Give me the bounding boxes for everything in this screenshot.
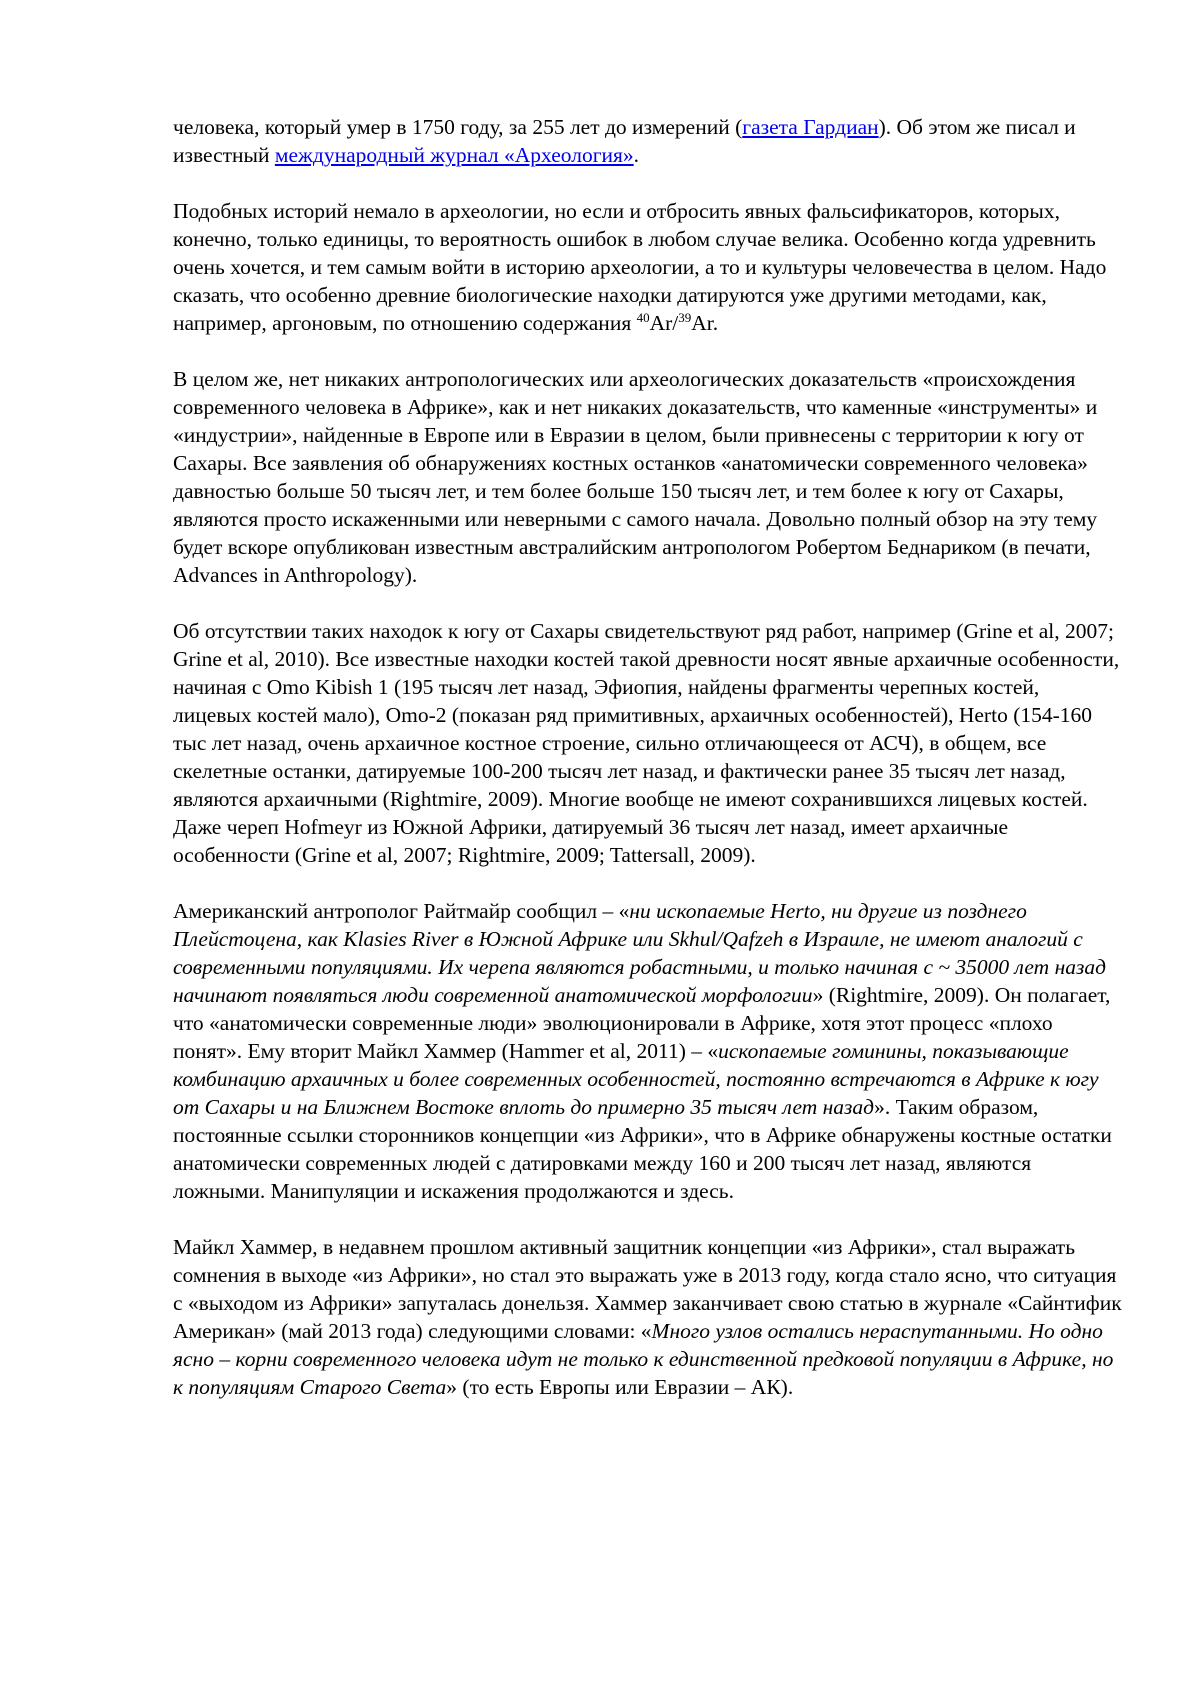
paragraph-1-text-b: ). Об этом же писал и известный <box>173 115 1076 167</box>
document-page <box>173 113 1123 1429</box>
paragraph-5-text-c: ». Таким образом, постоянные ссылки сторонников концепции «из Африки», что в Африке обнаружены костные остатки анатомически современных людей с датировками между 160 и 200 тысяч лет назад, являются ложными. Манипуляции и искажения продолжаются и здесь. <box>173 1095 1112 1203</box>
paragraph-2-text-c: Ar. <box>691 311 719 335</box>
paragraph-1-text-a: человека, который умер в 1750 году, за 255 лет до измерений ( <box>173 115 743 139</box>
archaeology-journal-link[interactable]: международный журнал «Археология» <box>274 143 634 167</box>
paragraph-2-text-a: Подобных историй немало в археологии, но если и отбросить явных фальсификаторов, которых, конечно, только единицы, то вероятность ошибок в любом случае велика. Особенно когда удревнить очень хочется, и тем самым войти в историю археологии, а то и культуры человечества в целом. Надо сказать, что особенно древние биологические находки датируются уже другими методами, как, например, аргоновым, по отношению содержания <box>173 199 1107 335</box>
paragraph-6-text-b: » (то есть Европы или Евразии – АК). <box>446 1375 794 1399</box>
paragraph-4: Об отсутствии таких находок к югу от Сахары свидетельствуют ряд работ, например (Grine et al, 2007; Grine et al, 2010). Все известные находки костей такой древности носят явные архаичные особенности, начиная с Omo Kibish 1 (195 тысяч лет назад, Эфиопия, найдены фрагменты черепных костей, лицевых костей мало), Omo-2 (показан ряд примитивных, архаичных особенностей), Herto (154-160 тыс лет назад, очень архаичное костное строение, сильно отличающееся от АСЧ), в общем, все скелетные останки, датируемые 100-200 тысяч лет назад, и фактически ранее 35 тысяч лет назад, являются архаичными (Rightmire, 2009). Многие вообще не имеют сохранившихся лицевых костей. Даже череп Hofmeyr из Южной Африки, датируемый 36 тысяч лет назад, имеет архаичные особенности (Grine et al, 2007; Rightmire, 2009; Tattersall, 2009). <box>173 619 1120 867</box>
paragraph-6-text-a: Майкл Хаммер, в недавнем прошлом активный защитник концепции «из Африки», стал выражать сомнения в выходе «из Африки», но стал это выражать уже в 2013 году, когда стало ясно, что ситуация с «выходом из Африки» запуталась донельзя. Хаммер заканчивает свою статью в журнале «Сайнтифик Американ» (май 2013 года) следующими словами: « <box>173 1235 1122 1343</box>
isotope-40-superscript: 40 <box>636 310 650 325</box>
paragraph-2-text-b: Ar/ <box>649 311 679 335</box>
paragraph-1 <box>173 113 1123 169</box>
paragraph-1-text-c: . <box>633 143 640 167</box>
paragraph-2 <box>173 197 1123 337</box>
guardian-link[interactable]: газета Гардиан <box>742 115 879 139</box>
paragraph-3: В целом же, нет никаких антропологических или археологических доказательств «происхождения современного человека в Африке», как и нет никаких доказательств, что каменные «инструменты» и «индустрии», найденные в Европе или в Евразии в целом, были привнесены с территории к югу от Сахары. Все заявления об обнаружениях костных останков «анатомически современного человека» давностью больше 50 тысяч лет, и тем более больше 150 тысяч лет, и тем более к югу от Сахары, являются просто искаженными или неверными с самого начала. Довольно полный обзор на эту тему будет вскоре опубликован известным австралийским антропологом Робертом Беднариком (в печати, Advances in Anthropology). <box>173 367 1098 587</box>
paragraph-6 <box>173 1233 1123 1401</box>
rightmire-quote: ни ископаемые Herto, ни другие из позднего Плейстоцена, как Klasies River в Южной Африке или Skhul/Qafzeh в Израиле, не имеют аналогий с современными популяциями. Их черепа являются робастными, и только начиная с ~ 35000 лет назад начинают появляться люди современной анатомической морфологии <box>173 899 1107 1007</box>
paragraph-5-text-a: Американский антрополог Райтмайр сообщил – « <box>173 899 630 923</box>
hammer-quote: ископаемые гоминины, показывающие комбинацию архаичных и более современных особенностей, постоянно встречаются в Африке к югу от Сахары и на Ближнем Востоке вплоть до примерно 35 тысяч лет назад <box>173 1039 1099 1119</box>
paragraph-5 <box>173 897 1123 1205</box>
isotope-39-superscript: 39 <box>678 310 692 325</box>
scientific-american-quote: Много узлов остались нераспутанными. Но одно ясно – корни современного человека идут не только к единственной предковой популяции в Африке, но к популяциям Старого Света <box>173 1319 1114 1399</box>
paragraph-5-text-b: » (Rightmire, 2009). Он полагает, что «анатомически современные люди» эволюционировали в Африке, хотя этот процесс «плохо понят». Ему вторит Майкл Хаммер (Hammer et al, 2011) – « <box>173 983 1111 1063</box>
